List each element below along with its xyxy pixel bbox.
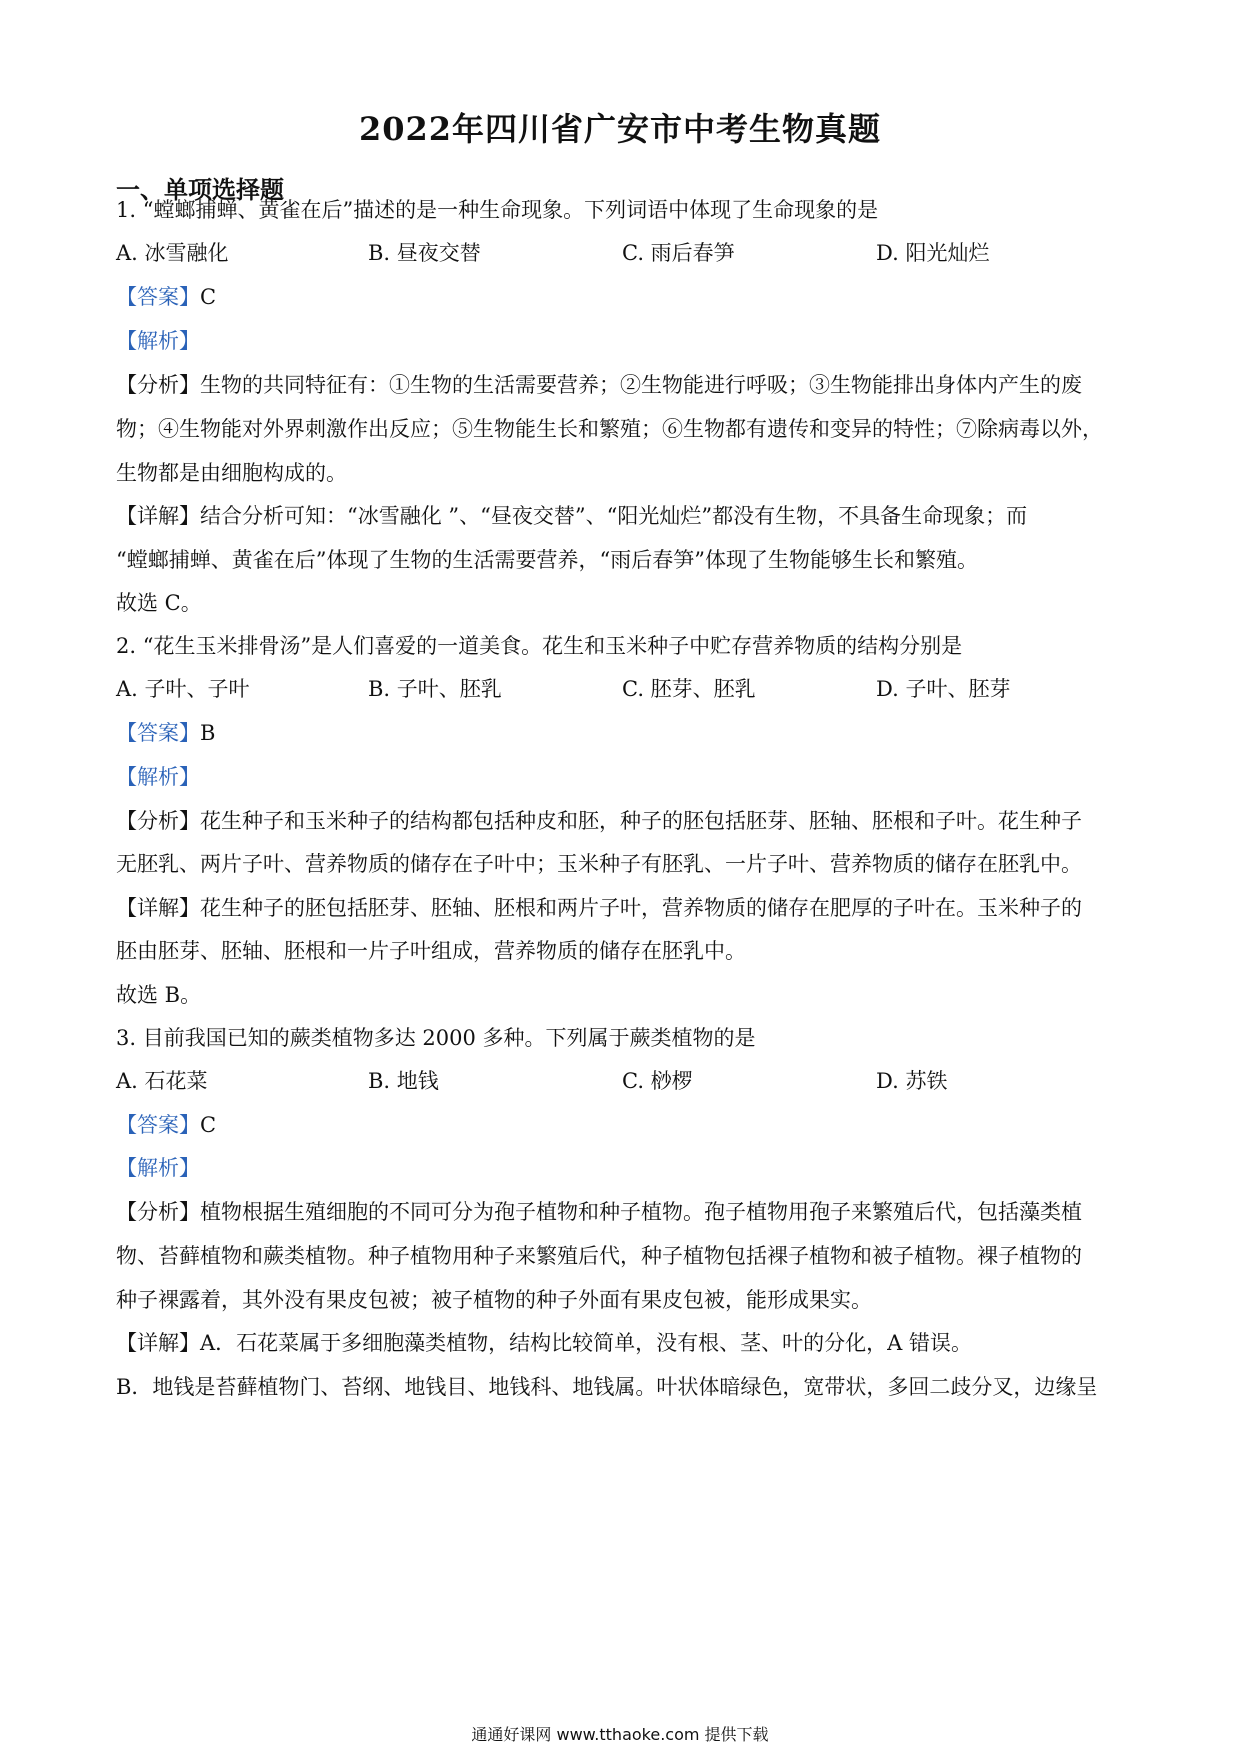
q3-answer (116, 1110, 216, 1140)
answer-tag: 【答案】 (116, 721, 200, 745)
q3-answer-value: C (200, 1113, 217, 1137)
q3-analysis-line-1 (116, 1197, 1082, 1227)
question-3-stem: 3. 目前我国已知的蕨类植物多达 2000 多种。下列属于蕨类植物的是 (116, 1026, 756, 1050)
q1-detail-text: 结合分析可知：“冰雪融化 ”、“昼夜交替”、“阳光灿烂”都没有生物，不具备生命现象；而 (200, 504, 1028, 528)
xiangjie-tag: 【详解】 (116, 896, 200, 920)
q3-analysis-text: 植物根据生殖细胞的不同可分为孢子植物和种子植物。孢子植物用孢子来繁殖后代，包括藻类植 (200, 1200, 1082, 1224)
xiangjie-tag: 【详解】 (116, 1331, 200, 1355)
q2-analysis-line-2: 无胚乳、两片子叶、营养物质的储存在子叶中；玉米种子有胚乳、一片子叶、营养物质的储存在胚乳中。 (116, 852, 1082, 876)
q3-jiexi-tag: 【解析】 (116, 1156, 200, 1180)
q3-detail-line-2: B．地钱是苔藓植物门、苔纲、地钱目、地钱科、地钱属。叶状体暗绿色，宽带状，多回二歧分叉，边缘呈 (116, 1375, 1098, 1399)
question-1-stem: 1. “螳螂捕蝉、黄雀在后”描述的是一种生命现象。下列词语中体现了生命现象的是 (116, 198, 879, 222)
answer-tag: 【答案】 (116, 285, 200, 309)
q1-analysis-line-3: 生物都是由细胞构成的。 (116, 461, 347, 485)
q1-detail-line-2: “螳螂捕蝉、黄雀在后”体现了生物的生活需要营养，“雨后春笋”体现了生物能够生长和繁殖。 (116, 548, 978, 572)
q2-option-a: A. 子叶、子叶 (116, 677, 250, 701)
fenxi-tag: 【分析】 (116, 373, 200, 397)
answer-tag: 【答案】 (116, 1113, 200, 1137)
q2-jiexi-tag: 【解析】 (116, 765, 200, 789)
q1-conclusion: 故选 C。 (116, 591, 202, 615)
q2-answer-value: B (200, 721, 216, 745)
fenxi-tag: 【分析】 (116, 1200, 200, 1224)
q2-detail-text: 花生种子的胚包括胚芽、胚轴、胚根和两片子叶，营养物质的储存在肥厚的子叶在。玉米种子的 (200, 896, 1082, 920)
q1-jiexi-tag: 【解析】 (116, 329, 200, 353)
q3-analysis-line-2: 物、苔藓植物和蕨类植物。种子植物用种子来繁殖后代，种子植物包括裸子植物和被子植物。裸子植物的 (116, 1244, 1082, 1268)
q1-analysis-text: 生物的共同特征有：①生物的生活需要营养；②生物能进行呼吸；③生物能排出身体内产生的废 (200, 373, 1082, 397)
q1-option-c: C. 雨后春笋 (622, 241, 735, 265)
page-title: 2022年四川省广安市中考生物真题 (358, 110, 882, 148)
q3-option-d: D. 苏铁 (876, 1069, 948, 1093)
q3-option-a: A. 石花菜 (116, 1069, 208, 1093)
fenxi-tag: 【分析】 (116, 809, 200, 833)
q1-analysis-line-1 (116, 370, 1082, 400)
page-footer: 通通好课网 www.tthaoke.com 提供下载 (471, 1725, 769, 1744)
q3-detail-line-1 (116, 1328, 972, 1358)
q3-option-b: B. 地钱 (368, 1069, 439, 1093)
q2-option-c: C. 胚芽、胚乳 (622, 677, 756, 701)
q3-detail-text: A．石花菜属于多细胞藻类植物，结构比较简单，没有根、茎、叶的分化，A 错误。 (200, 1331, 973, 1355)
q2-answer (116, 718, 215, 748)
q1-answer (116, 282, 216, 312)
xiangjie-tag: 【详解】 (116, 504, 200, 528)
q1-answer-value: C (200, 285, 217, 309)
q1-detail-line-1 (116, 501, 1027, 531)
question-2-stem: 2. “花生玉米排骨汤”是人们喜爱的一道美食。花生和玉米种子中贮存营养物质的结构分别是 (116, 634, 963, 658)
q3-analysis-line-3: 种子裸露着，其外没有果皮包被；被子植物的种子外面有果皮包被，能形成果实。 (116, 1288, 872, 1312)
q2-analysis-line-1 (116, 806, 1082, 836)
q1-option-b: B. 昼夜交替 (368, 241, 481, 265)
q2-analysis-text: 花生种子和玉米种子的结构都包括种皮和胚，种子的胚包括胚芽、胚轴、胚根和子叶。花生种子 (200, 809, 1082, 833)
q1-analysis-line-2: 物；④生物能对外界刺激作出反应；⑤生物能生长和繁殖；⑥生物都有遗传和变异的特性；⑦除病毒以外， (116, 417, 1103, 441)
q2-detail-line-1 (116, 893, 1082, 923)
q3-option-c: C. 桫椤 (622, 1069, 693, 1093)
q2-option-b: B. 子叶、胚乳 (368, 677, 502, 701)
q1-option-d: D. 阳光灿烂 (876, 241, 990, 265)
section-heading: 一、单项选择题 (116, 175, 284, 204)
q2-conclusion: 故选 B。 (116, 983, 202, 1007)
q1-option-a: A. 冰雪融化 (116, 241, 229, 265)
q2-option-d: D. 子叶、胚芽 (876, 677, 1011, 701)
q2-detail-line-2: 胚由胚芽、胚轴、胚根和一片子叶组成，营养物质的储存在胚乳中。 (116, 939, 746, 963)
